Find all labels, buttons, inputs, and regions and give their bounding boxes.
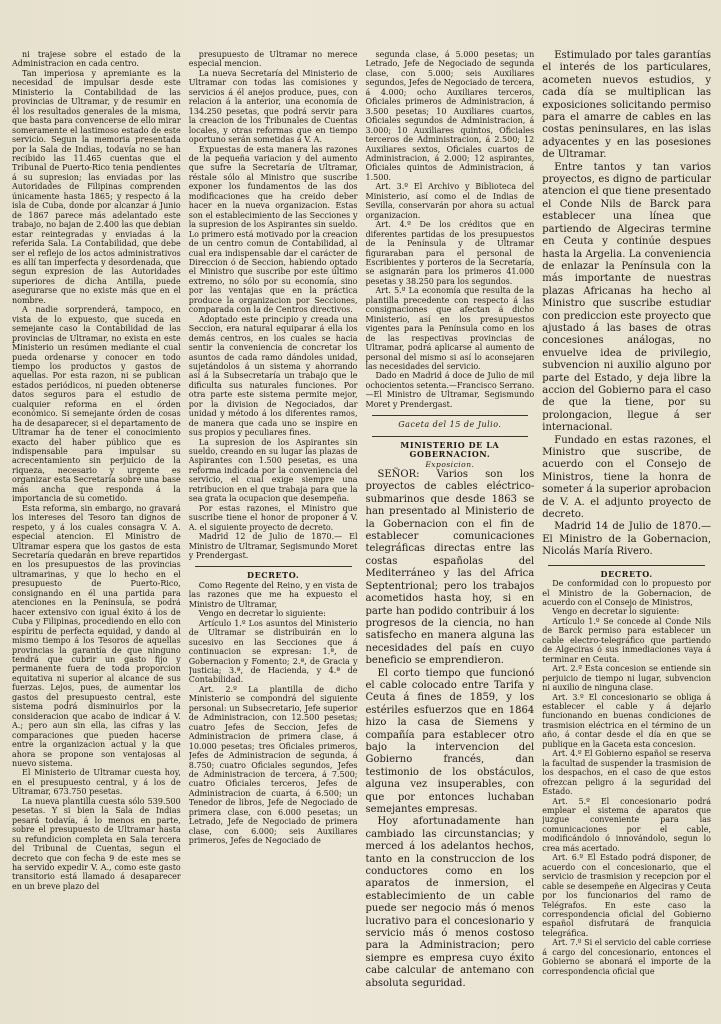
paragraph-large: Entre tantos y tan varios proyectos, es digno de particular atencion el que tiene presentado el Conde Nils de Barck para establecer una línea que partiendo de Algeciras termine en Ceuta y continúe despues hasta la Argelia. La conveniencia de enlazar la Península con la más importante de nuestras plazas Africanas ha hecho al Ministro que suscribe estudiar con prediccion este proyecto que ajustado á las bases de otras concesiones análogas, no envuelve idea de privilegio, subvencion ni auxilio alguno por parte del Estado, y deja libre la accion del Gobierno para el caso de que la tiene, por su prolongacion, llegue á ser internacional. bbox=[542, 161, 711, 434]
paragraph: Art. 3.º El concesionario se obliga á establecer el cable y á dejarlo funcionando en buenas condiciones de trasmision eléctrica en el término de un año, á contar desde el día en que se publique en la Gaceta esta concesion. bbox=[542, 692, 711, 749]
paragraph: Dado en Madrid á doce de Julio de mil ochocientos setenta.—Francisco Serrano.—El Ministro de Ultramar, Segismundo Moret y Prendergast. bbox=[365, 371, 535, 409]
paragraph: Art. 2.º Esta concesion se entiende sin perjuicio de tiempo ni lugar, subvencion ni auxilio de ninguna clase. bbox=[542, 664, 711, 693]
paragraph: La nueva Secretaría del Ministerio de Ultramar con todas las comisiones y servicios á él anejos produce, pues, con relacion á la anterior, una economía de 134.250 pesetas, que podrá servir para la creacion de los Tribunales de Cuentas locales, y otras reformas que en tiempo oportuno serán sometidas á V. A. bbox=[188, 68, 358, 145]
paragraph: Art. 4.º El Gobierno español se reserva la facultad de suspender la trasmision de los despachos, en el caso de que estos ofrezcan peligro á la seguridad del Estado. bbox=[542, 749, 711, 797]
paragraph: La supresion de los Aspirantes sin sueldo, creando en su lugar las plazas de Aspirantes con 1.500 pesetas, es una reforma indicada por la conveniencia del servicio, el cual exige siempre una retribucion en el que trabaja para que la sea grata la ocupacion que desempeña. bbox=[188, 437, 358, 504]
paragraph: De conformidad con lo propuesto por el Ministro de la Gobernacion, de acuerdo con el Consejo de Ministros, bbox=[542, 579, 711, 608]
large-type-block bbox=[366, 469, 535, 668]
paragraph: Art. 2.º La plantilla de dicho Ministerio se compondrá del siguiente personal: un Subsecretario, Jefe superior de Administracion, con 12.500 pesetas; cuatro Jefes de Seccion, Jefes de Administracion de primera clase, á 10.000 pesetas; tres Oficiales primeros, Jefes de Administracion de segunda, á 8.750; cuatro Oficiales segundos, Jefes de Administracion de tercera, á 7.500; cuatro Oficiales terceros, Jefes de Administracion de cuarta, á 6.500; un Tenedor de libros, Jefe de Negociado de primera clase, con 6.000 pesetas; un Letrado, Jefe de Negociado de primera clase, con 6.000; seis Auxiliares primeros, Jefes de Negociado de bbox=[188, 684, 358, 846]
section-heading: DECRETO. bbox=[247, 570, 300, 581]
paragraph: Vengo en decretar lo siguiente: bbox=[552, 607, 680, 617]
paragraph: Art. 3.º El Archivo y Biblioteca del Ministerio, así como el de Indias de Sevilla, conservarán por ahora su actual organizacion. bbox=[365, 182, 535, 220]
paragraph: Por estas razones, el Ministro que suscribe tiene el honor de proponer á V. A. el siguiente proyecto de decreto. bbox=[188, 503, 358, 532]
large-type-block bbox=[366, 668, 535, 817]
paragraph: Como Regente del Reino, y en vista de las razones que me ha expuesto el Ministro de Ultramar, bbox=[188, 580, 358, 609]
paragraph-large: El corto tiempo que funcionó el cable colocado entre Tarifa y Ceuta á fines de 1859, y los estériles esfuerzos que en 1864 hizo la casa de Siemens y compañía para establecer otro bajo la intervencion del Gobierno francés, dan testimonio de los obstáculos, alguna vez insuperables, con que por entonces luchaban semejantes empresas. bbox=[365, 667, 535, 815]
paragraph: Art. 4.º De los créditos que en diferentes partidas de los presupuestos de la Península y de Ultramar figuraraban para el personal de Escribientes y porteros de la Secretaría, se asignarán para los primeros 41.000 pesetas y 38.250 para los segundos. bbox=[365, 220, 535, 286]
paragraph: ni trajese sobre el estado de la Administracion en cada centro. bbox=[12, 50, 181, 69]
paragraph: Madrid 12 de Julio de 1870.— El Ministro de Ultramar, Segismundo Moret y Prendergast. bbox=[188, 532, 358, 561]
paragraph-large: SEÑOR: Varios son los proyectos de cables eléctrico-submarinos que desde 1863 se han presentado al Ministerio de la Gobernacion con el fin de establecer comunicaciones telegráficas directas entre las costas españolas del Mediterráneo y las del Africa Septentrional; pero los trabajos acometidos hasta hoy, si en parte han podido contribuir á los progresos de la ciencia, no han satisfecho en manera alguna las necesidades del país en cuyo beneficio se emprendieron. bbox=[365, 469, 535, 667]
paragraph: A nadie sorprenderá, tampoco, en vista de lo expuesto, que suceda en semejante caso la Contabilidad de las provincias de Ultramar, no exista en este Ministerio un resúmen mediante el cual pueda ordenarse y conocer en todo tiempo los productos y gastos de aquellas. Por esta razon, ni se publican estados periódicos, ni pueden obtenerse datos seguros para el estudio de cualquier reforma en el órden económico. Si semejante órden de cosas ha de desaparecer, si el departamento de Ultramar ha de tener el conocimiento exacto del haber público que es indispensable para impulsar su acrecentamiento sin perjuicio de la riqueza, necesario y urgente es organizar esta Secretaría sobre una base más ancha que responda á la importancia de su cometido. bbox=[12, 305, 181, 504]
section-divider bbox=[195, 566, 352, 567]
paragraph: Artículo 1.º Los asuntos del Ministerio de Ultramar se distribuirán en lo sucesivo en las Secciones que á continuacion se expresan: 1.ª, de Gobernacion y Fomento; 2.ª, de Gracia y Justicia; 3.ª, de Hacienda, y 4.ª de Contabilidad. bbox=[188, 618, 358, 685]
section-divider bbox=[548, 565, 705, 566]
paragraph: Expuestas de esta manera las razones de la pequeña variacion y del aumento que sufre la Secretaría de Ultramar, réstale sólo al Ministro que suscribe exponer los fundamentos de las dos modificaciones que ha creido deber hacer en la nueva organizacion. Estas son el establecimiento de las Secciones y la supresion de los Aspirantes sin sueldo. Lo primero está motivado por la creacion de un centro comun de Contabilidad, al cual era indispensable dar el carácter de Direccion ó de Seccion, habiendo optado el Ministro que suscribe por este último extremo, no sólo por su economía, sino por las ventajas que en la práctica produce la organizacion por Secciones, comparada con la de Centros directivos. bbox=[188, 144, 358, 315]
large-type-block bbox=[542, 521, 711, 558]
gazette-date-heading: Gaceta del 15 de Julio. bbox=[398, 420, 502, 430]
paragraph: segunda clase, á 5.000 pesetas; un Letrado, Jefe de Negociado de segunda clase, con 5.000; seis Auxiliares segundos, Jefes de Negociado de tercera, á 4.000; ocho Auxiliares terceros, Oficiales primeros de Administracion, á 3.500 pesetas; 10 Auxiliares cuartos, Oficiales segundos de Administracion, á 3.000; 10 Auxiliares quintos, Oficiales terceros de Administracion, á 2.500; 12 Auxiliares sextos, Oficiales cuartos de Administracion, á 2.000; 12 aspirantes, Oficiales quintos de Administracion, á 1.500. bbox=[365, 50, 535, 182]
large-type-block bbox=[542, 435, 711, 522]
section-divider bbox=[372, 415, 529, 416]
text-column-3 bbox=[366, 50, 535, 1018]
paragraph: Vengo en decretar lo siguiente: bbox=[198, 609, 326, 619]
section-heading: DECRETO. bbox=[600, 568, 653, 579]
paragraph-large: Madrid 14 de Julio de 1870.— El Ministro de la Gobernacion, Nicolás María Rivero. bbox=[542, 521, 711, 558]
text-column-1 bbox=[12, 50, 181, 1018]
paragraph: La nueva plantilla cuesta sólo 539.500 pesetas. Y si bien la Sala de Indias pesará todavía, á lo menos en parte, sobre el presupuesto de Ultramar hasta su refundicion completa en Sala tercera del Tribunal de Cuentas, segun el decreto que con fecha 9 de este mes se ha servido expedir V. A., como este gasto transitorio está llamado á desaparecer en un breve plazo del bbox=[12, 796, 181, 891]
large-type-block bbox=[542, 162, 711, 435]
text-column-4 bbox=[542, 50, 711, 1018]
paragraph: presupuesto de Ultramar no merece especial mencion. bbox=[188, 50, 358, 69]
paragraph: Art. 5.º La economía que resulta de la plantilla precedente con respecto á las consignaciones que afectan á dicho Ministerio, así en los presupuestos vigentes para la Península como en los de las respectivas provincias de Ultramar, podrá aplicarse al aumento de personal del mismo si así lo aconsejaren las necesidades del servicio. bbox=[365, 286, 535, 371]
large-type-block bbox=[542, 50, 711, 162]
paragraph: Artículo 1.º Se concede al Conde Nils de Barck permiso para establecer un cable electro-telegráfico que partiendo de Algeciras ó sus inmediaciones vaya á terminar en Ceuta. bbox=[542, 616, 711, 664]
paragraph: Art. 6.º El Estado podrá disponer, de acuerdo con el concesionario, que el servicio de trasmision y recepcion por el cable se desempeñe en Algeciras y Ceuta por los funcionarios del ramo de Telégrafos. En este caso la correspondencia oficial del Gobierno español disfrutará de franquicia telegráfica. bbox=[542, 853, 711, 938]
subsection-heading: Exposicion. bbox=[425, 459, 475, 469]
text-column-2 bbox=[189, 50, 358, 1018]
paragraph: Tan imperiosa y apremiante es la necesidad de impulsar desde este Ministerio la Contabilidad de las provincias de Ultramar, y de resumir en él los resultados generales de la misma, que basta para convencerse de ello mirar someramente el lastimoso estado de este servicio. Segun la memoria presentada por la Sala de Indias, todavía no se han recibido las 11.465 cuentas que el Tribunal de Puerto-Rico tenia pendientes á su supresion; las enviadas por las Autoridades de Filipinas comprenden únicamente hasta 1865; y respecto á la isla de Cuba, donde por alcanzar á Junio de 1867 parece más adelantado este trabajo, no bajan de 2.400 las que debian estar reintegradas y enviadas á la referida Sala. La Contabilidad, que debe ser el reflejo de los actos administrativos es allí tan imperfecta y desordenada, que segun expresion de las Autoridades superiores de dicha Antilla, puede asegurarse que no existe más que en el nombre. bbox=[12, 68, 181, 305]
paragraph: Art. 5.º El concesionario podrá emplear el sistema de aparatos que juzgue conveniente para las comunicaciones por el cable, modificándolo ó innovándolo, segun lo crea más acertado. bbox=[542, 796, 711, 853]
paragraph-large: Estimulado por tales garantías el interés de los particulares, acometen nuevos estudios, y cada día se multiplican las exposiciones solicitando permiso para el amarre de cables en las costas peninsulares, en las islas adyacentes y en las posesiones de Ultramar. bbox=[542, 50, 711, 161]
paragraph-large: Hoy afortunadamente han cambiado las circunstancias; y merced á los adelantos hechos, tanto en la construccion de los conductores como en los aparatos de inmersion, el establecimiento de un cable puede ser negocio más ó menos lucrativo para el concesionario y servicio más ó menos costoso para la Administracion; pero siempre es empresa cuyo éxito cabe calcular de antemano con absoluta seguridad. bbox=[365, 816, 535, 989]
paragraph: Esta reforma, sin embargo, no gravará los intereses del Tesoro tan dignos de respeto, y á los cuales consagra V. A. especial atencion. El Ministro de Ultramar espera que los gastos de esta Secretaría quedarán en breve repartidos en los presupuestos de las provincias ultramarinas, y que lo hecho en el presupuesto de Puerto-Rico, consignando en él una partida para atenciones en la Península, se podrá hacer extensivo con igual éxito á los de Cuba y Filipinas, procediendo en ello con espíritu de perfecta equidad, y dando al mismo tiempo á los Tesoros de aquellas provincias la garantía de que ninguno tendrá que cubrir un gasto fijo y permanente fuera de toda proporcion equitativa ni superior al alcance de sus fuerzas. Lejos, pues, de aumentar los gastos del presupuesto central, este sistema podrá disminuirlos por la consideracion que acabo de indicar á V. A.; pero aun sin ella, las cifras y las comparaciones que pueden hacerse entre la organizacion actual y la que ahora se propone son ventajosas al nuevo sistema. bbox=[12, 503, 181, 768]
section-heading: MINISTERIO DE LA GOBERNACION. bbox=[400, 439, 500, 460]
large-type-block bbox=[366, 816, 535, 990]
paragraph: El Ministerio de Ultramar cuesta hoy, en el presupuesto central, y á los de Ultramar, 673.750 pesetas. bbox=[12, 768, 181, 797]
paragraph: Art. 7.º Si el servicio del cable corriese á cargo del concesionario, entonces el Gobierno se abonará el importe de la correspondencia oficial que bbox=[542, 938, 711, 976]
section-divider bbox=[372, 436, 529, 437]
paragraph: Adoptado este principio y creada una Seccion, era natural equiparar á ella los demás centros, en los cuales se hacia sentir la conveniencia de concretar los asuntos de cada ramo dándoles unidad, sujetándolos á un sistema y ahorrando así á la Subsecretaría un trabajo que le dificulta sus naturales funciones. Por otra parte este sistema permite mejor, por la division de Negociados, dar unidad y método á los diferentes ramos, de manera que cada uno se inspire en sus propios y peculiares fines. bbox=[188, 314, 358, 438]
paragraph-large: Fundado en estas razones, el Ministro que suscribe, de acuerdo con el Consejo de Ministros, tiene la honra de someter á la superior aprobacion de V. A. el adjunto proyecto de decreto. bbox=[542, 434, 711, 521]
